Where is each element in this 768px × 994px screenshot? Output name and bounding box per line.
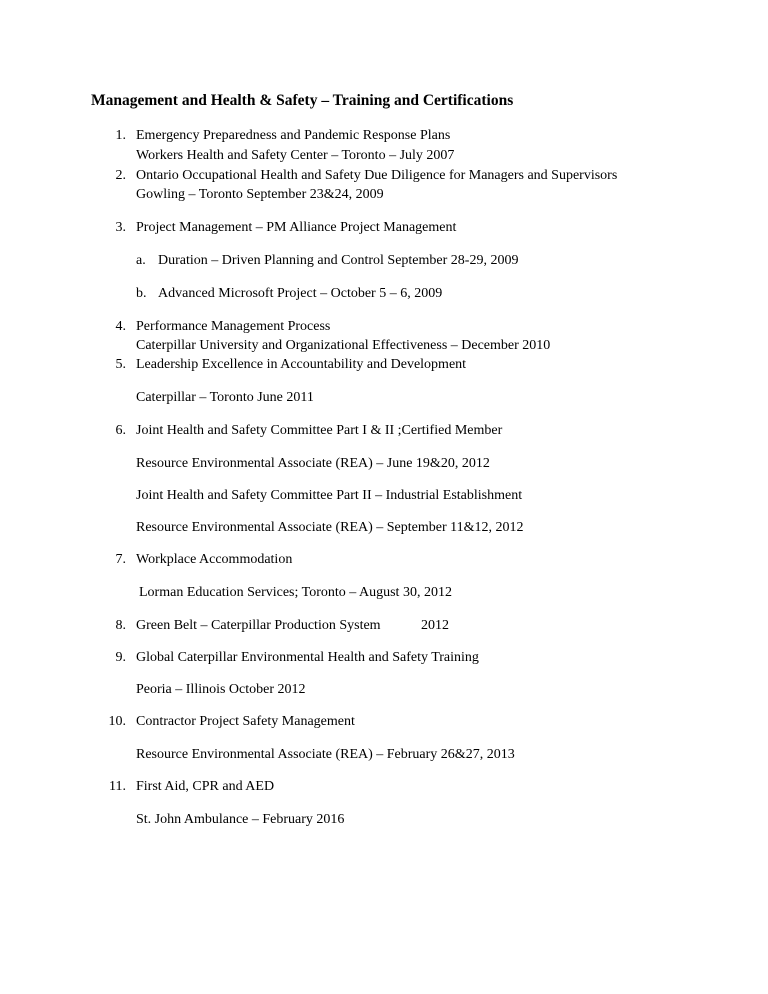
item-number-6: 6.	[115, 423, 126, 438]
item-9-line-2: Peoria – Illinois October 2012	[136, 682, 306, 697]
item-number-5: 5.	[115, 357, 126, 372]
item-7-line-2: Lorman Education Services; Toronto – August 30, 2012	[139, 585, 452, 600]
item-8-year: 2012	[421, 618, 449, 633]
item-5-line-2: Caterpillar – Toronto June 2011	[136, 390, 314, 405]
item-6-line-2: Resource Environmental Associate (REA) – June 19&20, 2012	[136, 456, 490, 471]
item-5-line-1: Leadership Excellence in Accountability and Development	[136, 357, 467, 372]
item-number-2: 2.	[115, 168, 126, 183]
subitem-b-text: Advanced Microsoft Project – October 5 – 6, 2009	[158, 286, 443, 301]
item-number-3: 3.	[115, 220, 126, 235]
item-11-line-2: St. John Ambulance – February 2016	[136, 812, 345, 827]
item-1-line-2: Workers Health and Safety Center – Toronto – July 2007	[136, 148, 455, 163]
item-11-line-1: First Aid, CPR and AED	[136, 779, 275, 794]
item-6-line-3: Joint Health and Safety Committee Part II – Industrial Establishment	[136, 488, 523, 503]
item-10-line-1: Contractor Project Safety Management	[136, 714, 355, 729]
item-6-line-1: Joint Health and Safety Committee Part I & II ;Certified Member	[136, 423, 503, 438]
item-number-1: 1.	[115, 128, 126, 143]
item-6-line-4: Resource Environmental Associate (REA) – September 11&12, 2012	[136, 520, 524, 535]
page-title: Management and Health & Safety – Training and Certifications	[91, 92, 514, 109]
item-4-line-1: Performance Management Process	[136, 319, 331, 334]
subitem-letter-a: a.	[136, 253, 146, 268]
item-9-line-1: Global Caterpillar Environmental Health and Safety Training	[136, 650, 479, 665]
subitem-a-text: Duration – Driven Planning and Control September 28-29, 2009	[158, 253, 519, 268]
item-2-line-1: Ontario Occupational Health and Safety Due Diligence for Managers and Supervisors	[136, 168, 618, 183]
item-4-line-2: Caterpillar University and Organizational Effectiveness – December 2010	[136, 338, 551, 353]
item-number-10: 10.	[108, 714, 126, 729]
item-8-line-1: Green Belt – Caterpillar Production System	[136, 618, 381, 633]
subitem-letter-b: b.	[136, 286, 147, 301]
item-2-line-2: Gowling – Toronto September 23&24, 2009	[136, 187, 384, 202]
item-10-line-2: Resource Environmental Associate (REA) – February 26&27, 2013	[136, 747, 515, 762]
item-number-7: 7.	[115, 552, 126, 567]
item-1-line-1: Emergency Preparedness and Pandemic Response Plans	[136, 128, 451, 143]
item-number-11: 11.	[109, 779, 126, 794]
item-number-4: 4.	[115, 319, 126, 334]
item-number-8: 8.	[115, 618, 126, 633]
item-3-line-1: Project Management – PM Alliance Project Management	[136, 220, 457, 235]
item-number-9: 9.	[115, 650, 126, 665]
item-7-line-1: Workplace Accommodation	[136, 552, 293, 567]
